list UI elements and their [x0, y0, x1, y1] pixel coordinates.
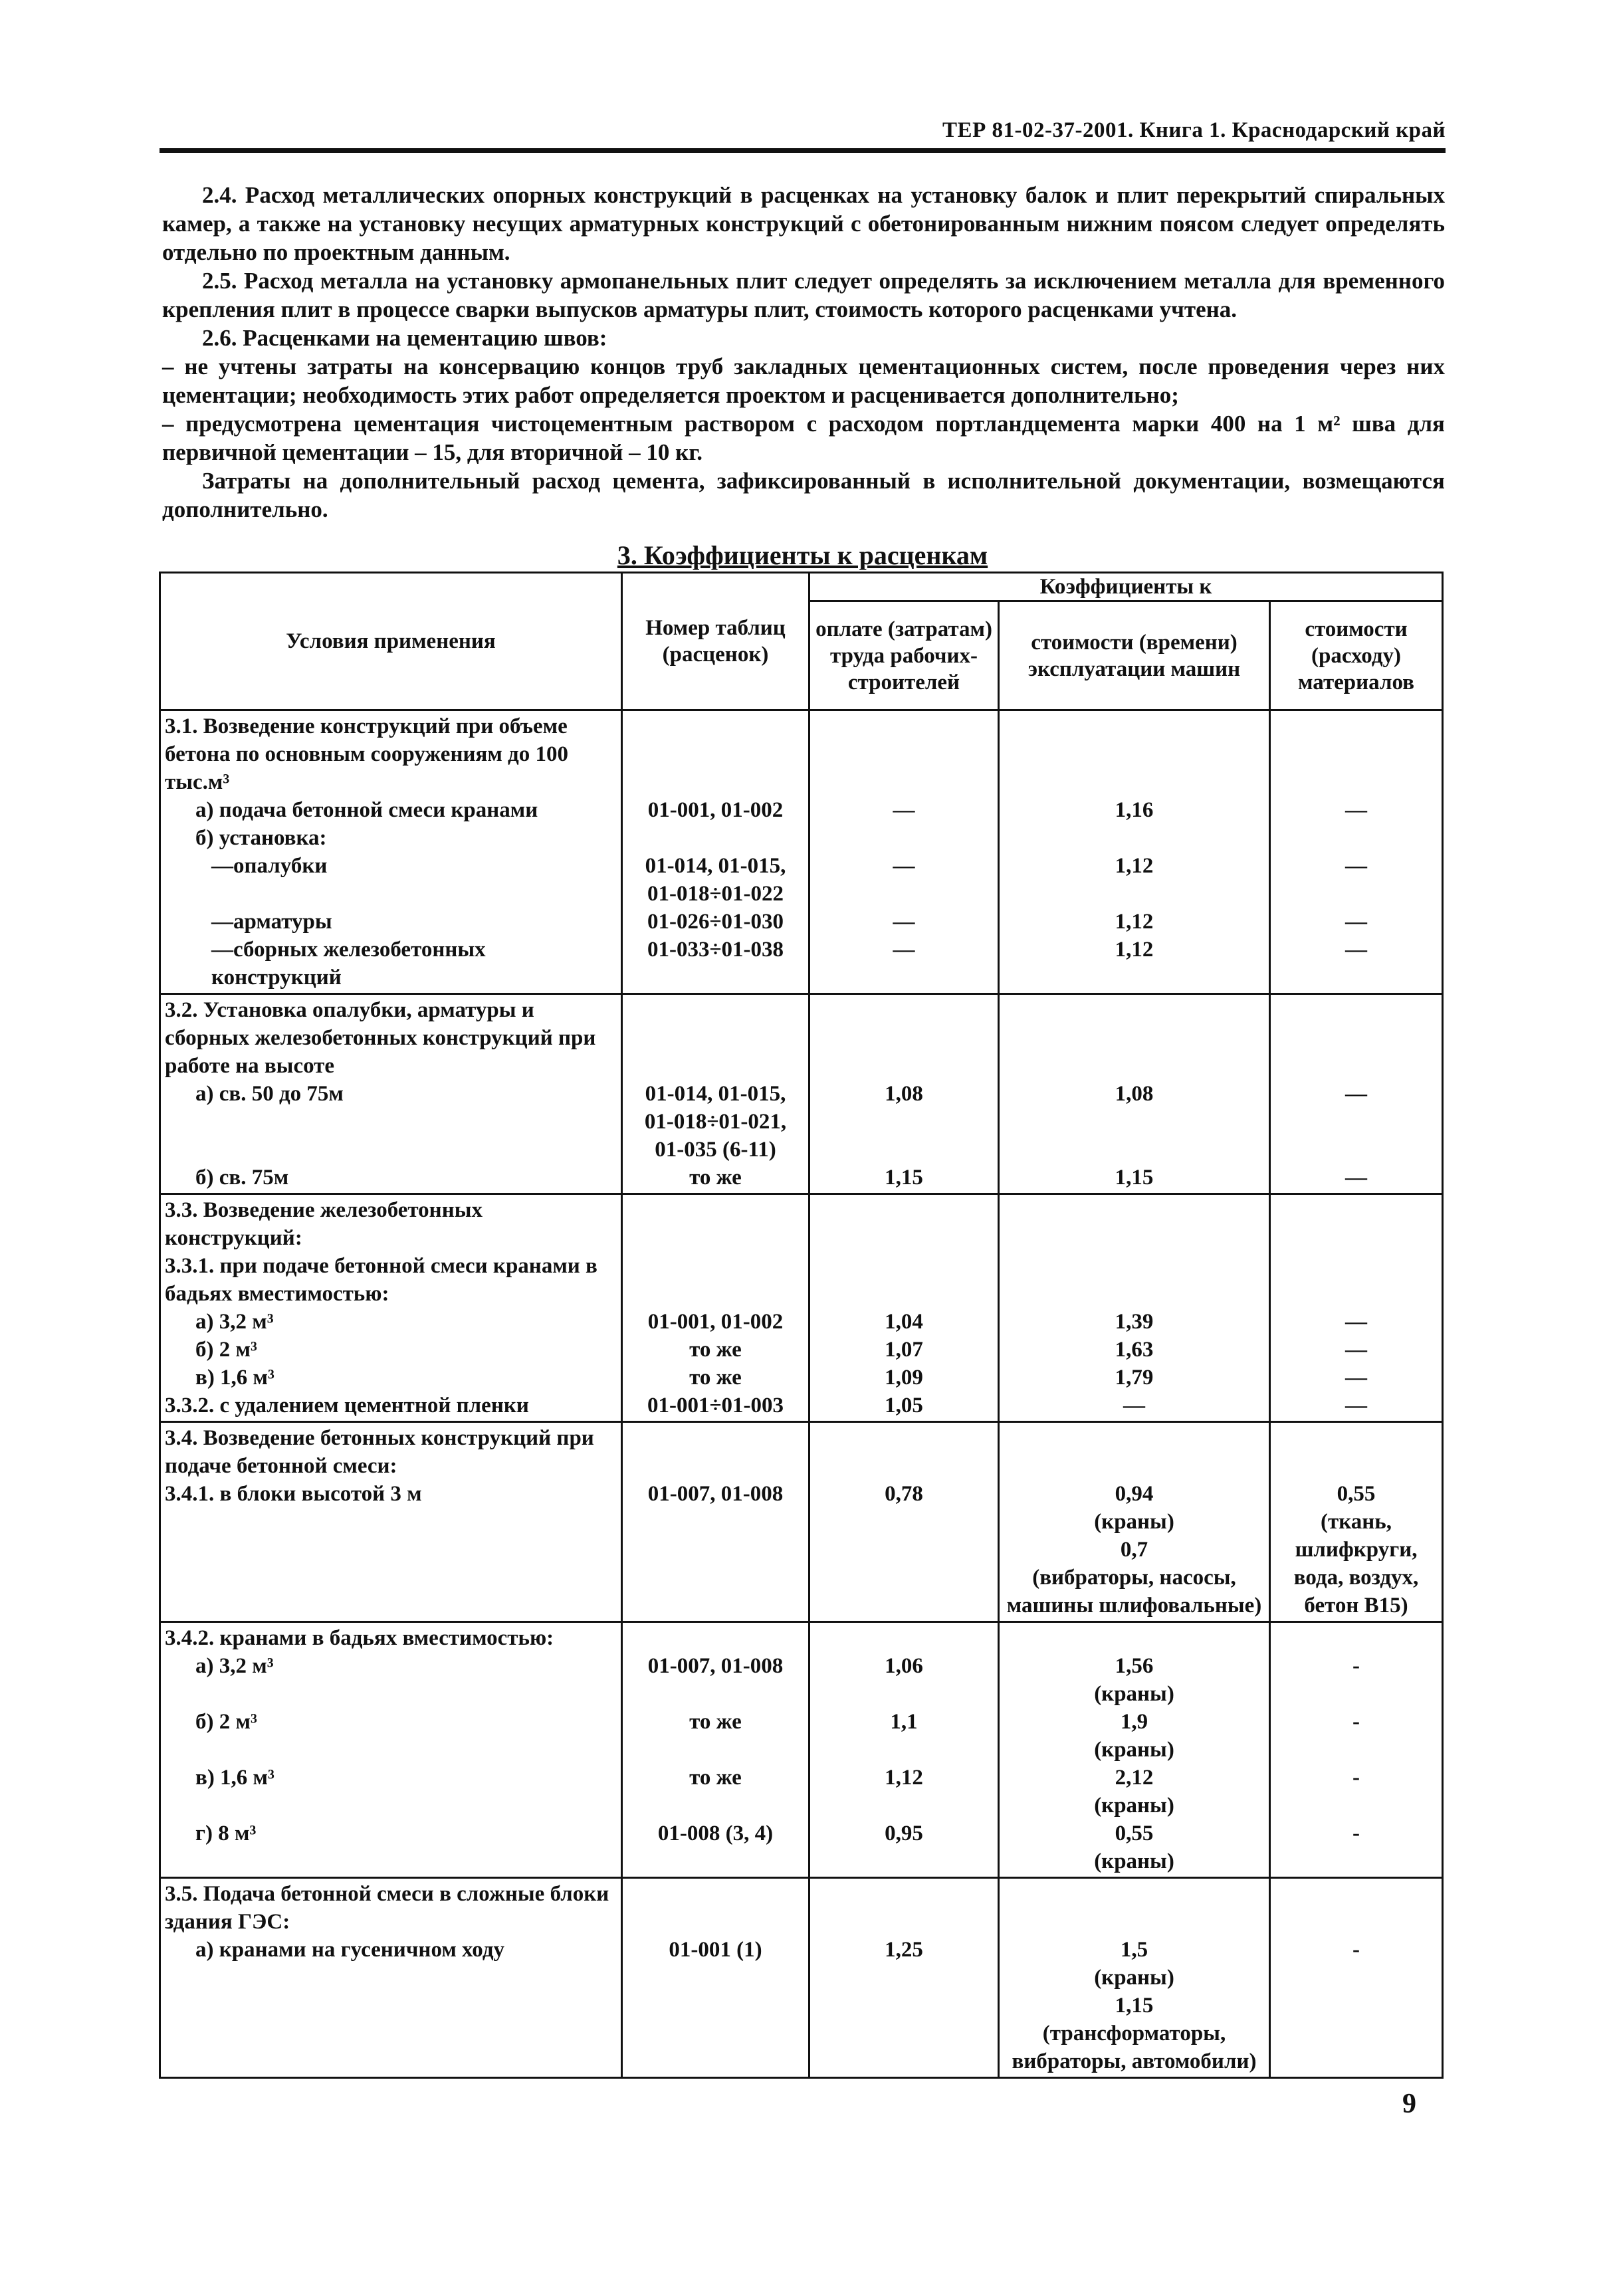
table-no-3-1-b1b: 01-018÷01-022 [647, 882, 784, 906]
table-no-3-4-2-d: 01-008 (3, 4) [657, 1822, 774, 1845]
materials-3-1-b2: — [1345, 910, 1368, 934]
cond-3-3-c: в) 1,6 м³ [195, 1366, 274, 1390]
table-no-3-4-2-a: 01-007, 01-008 [647, 1654, 784, 1678]
cond-3-4-2-d: г) 8 м³ [195, 1822, 257, 1845]
labor-3-3-c: 1,09 [885, 1366, 923, 1390]
materials-3-4-1-value: 0,55 [1337, 1482, 1376, 1506]
cond-3-4-1: 3.4.1. в блоки высотой 3 м [165, 1482, 422, 1506]
tables-3-4-1 [622, 1422, 809, 1622]
section-title [160, 540, 1446, 571]
cond-3-5-a: а) кранами на гусеничном ходу [195, 1938, 505, 1962]
labor-3-2-a: 1,08 [885, 1082, 923, 1106]
table-no-3-2-a1: 01-014, 01-015, [645, 1082, 786, 1106]
labor-3-3-d: 1,05 [885, 1394, 923, 1417]
labor-3-3-a: 1,04 [885, 1310, 923, 1334]
running-header [160, 118, 1446, 153]
cond-3-2-title: 3.2. Установка опалубки, арматуры и сборных железобетонных конструкций при работе на высоте [165, 998, 596, 1078]
labor-3-4-2-a: 1,06 [885, 1654, 923, 1678]
cond-3-1-b2: —арматуры [211, 910, 332, 934]
table-row-3-3 [160, 1194, 1443, 1422]
machines-3-4-2-c-note: (краны) [1094, 1794, 1174, 1818]
materials-3-4-2-d: - [1352, 1822, 1360, 1845]
machines-3-2-b: 1,15 [1115, 1166, 1154, 1190]
machines-3-4-2-d-note: (краны) [1094, 1849, 1174, 1873]
labor-3-1-a: — [893, 798, 915, 822]
table-row-3-4-1 [160, 1422, 1443, 1622]
labor-3-5 [809, 1878, 999, 2078]
machines-3-4-2-a: 1,56 [1115, 1654, 1154, 1678]
cond-3-5 [160, 1878, 622, 2078]
machines-3-1-a: 1,16 [1115, 798, 1154, 822]
labor-3-4-2-c: 1,12 [885, 1766, 923, 1790]
materials-3-3-d: — [1345, 1394, 1368, 1417]
labor-3-1 [809, 710, 999, 994]
labor-3-2 [809, 994, 999, 1194]
table-no-3-4-2-b: то же [689, 1710, 742, 1734]
machines-3-4-1-other-note: (вибраторы, насосы, машины шлифовальные) [1006, 1566, 1262, 1618]
materials-3-5-a: - [1352, 1938, 1360, 1962]
machines-3-1-b1: 1,12 [1115, 854, 1154, 878]
col-header-labor: оплате (затратам) труда рабочих-строителей [809, 601, 999, 710]
materials-3-1-b1: — [1345, 854, 1368, 878]
cond-3-1 [160, 710, 622, 994]
labor-3-4-2 [809, 1622, 999, 1878]
materials-3-4-1-note: (ткань, шлифкруги, вода, воздух, бетон В15) [1293, 1510, 1419, 1618]
labor-3-5-a: 1,25 [885, 1938, 923, 1962]
paragraph-2-5: 2.5. Расход металла на установку армопанельных плит следует определять за исключением металла для временного крепления плит в процессе сварки выпусков арматуры плит, стоимость которого расценками учтена. [162, 268, 1445, 322]
cond-3-1-title: 3.1. Возведение конструкций при объеме бетона по основным сооружениям до 100 тыс.м³ [165, 714, 569, 794]
labor-3-1-b3: — [893, 938, 915, 962]
materials-3-3 [1270, 1194, 1443, 1422]
col-header-conditions: Условия применения [160, 573, 622, 710]
machines-3-3-b: 1,63 [1115, 1338, 1154, 1362]
labor-3-3-b: 1,07 [885, 1338, 923, 1362]
labor-3-4-2-b: 1,1 [890, 1710, 918, 1734]
machines-3-5-other-value: 1,15 [1115, 1994, 1154, 2018]
machines-3-4-2-b: 1,9 [1120, 1710, 1148, 1734]
header-title: ТЕР 81-02-37-2001. Книга 1. Краснодарский край [942, 118, 1446, 142]
machines-3-4-2-a-note: (краны) [1094, 1682, 1174, 1706]
table-no-3-1-b1a: 01-014, 01-015, [645, 854, 786, 878]
materials-3-1 [1270, 710, 1443, 994]
machines-3-4-1 [999, 1422, 1270, 1622]
paragraph-2-4: 2.4. Расход металлических опорных конструкций в расценках на установку балок и плит перекрытий спиральных камер, а также на установку несущих арматурных конструкций с обетонированным нижним поясом следует определять отдельно по проектным данным. [162, 182, 1445, 265]
cond-3-4-2-c: в) 1,6 м³ [195, 1766, 274, 1790]
cond-3-3-1: 3.3.1. при подаче бетонной смеси кранами в бадьях вместимостью: [165, 1254, 597, 1306]
machines-3-4-2-c: 2,12 [1115, 1766, 1154, 1790]
labor-3-4-1-value: 0,78 [885, 1482, 923, 1506]
cond-3-4 [160, 1422, 622, 1622]
table-no-3-3-c: то же [689, 1366, 742, 1390]
section-title-text: 3. Коэффициенты к расценкам [617, 540, 988, 570]
machines-3-4-1-cranes-note: (краны) [1094, 1510, 1174, 1534]
page-number: 9 [1402, 2089, 1416, 2119]
machines-3-4-1-other-value: 0,7 [1120, 1538, 1148, 1562]
machines-3-1 [999, 710, 1270, 994]
table-no-3-1-b3: 01-033÷01-038 [647, 938, 784, 962]
cond-3-1-a: а) подача бетонной смеси кранами [195, 798, 538, 822]
table-no-3-2-a2: 01-018÷01-021, [644, 1110, 787, 1134]
cond-3-4-2-b: б) 2 м³ [195, 1710, 257, 1734]
machines-3-2-a: 1,08 [1115, 1082, 1154, 1106]
table-no-3-4-2-c: то же [689, 1766, 742, 1790]
table-no-3-2-b: то же [689, 1166, 742, 1190]
col-header-coef-group: Коэффициенты к [809, 573, 1443, 601]
bullet-1: – не учтены затраты на консервацию концов труб закладных цементационных систем, после проведения через них цементации; необходимость этих работ определяется проектом и расценивается дополнительно; [162, 354, 1445, 408]
cond-3-4-2-title: 3.4.2. кранами в бадьях вместимостью: [165, 1626, 554, 1650]
machines-3-5 [999, 1878, 1270, 2078]
labor-3-1-b1: — [893, 854, 915, 878]
machines-3-5-other-note: (трансформаторы, вибраторы, автомобили) [1012, 2022, 1257, 2073]
coefficients-table [159, 572, 1444, 2079]
col-header-machines: стоимости (времени) эксплуатации машин [999, 601, 1270, 710]
col-header-materials: стоимости (расходу) материалов [1270, 601, 1443, 710]
table-no-3-3-a: 01-001, 01-002 [647, 1310, 784, 1334]
table-row-3-1 [160, 710, 1443, 994]
materials-3-2-a: — [1345, 1082, 1368, 1106]
materials-3-1-b3: — [1345, 938, 1368, 962]
tables-3-3 [622, 1194, 809, 1422]
table-row-3-2 [160, 994, 1443, 1194]
cond-3-2-a: а) св. 50 до 75м [195, 1082, 344, 1106]
machines-3-1-b2: 1,12 [1115, 910, 1154, 934]
machines-3-4-2-b-note: (краны) [1094, 1738, 1174, 1762]
machines-3-3-d: — [1123, 1394, 1145, 1417]
machines-3-2 [999, 994, 1270, 1194]
materials-3-4-1 [1270, 1422, 1443, 1622]
machines-3-3-a: 1,39 [1115, 1310, 1154, 1334]
materials-3-3-c: — [1345, 1366, 1368, 1390]
labor-3-4-2-d: 0,95 [885, 1822, 923, 1845]
cond-3-2-b: б) св. 75м [195, 1166, 289, 1190]
cond-3-4-2-a: а) 3,2 м³ [195, 1654, 274, 1678]
table-no-3-1-a: 01-001, 01-002 [647, 798, 784, 822]
cond-3-1-b1: —опалубки [211, 854, 328, 878]
machines-3-4-2 [999, 1622, 1270, 1878]
machines-3-1-b3: 1,12 [1115, 938, 1154, 962]
materials-3-4-2-a: - [1352, 1654, 1360, 1678]
header-row-1 [160, 573, 1443, 601]
materials-3-1-a: — [1345, 798, 1368, 822]
cond-3-3-a: а) 3,2 м³ [195, 1310, 274, 1334]
cond-3-3-b: б) 2 м³ [195, 1338, 257, 1362]
materials-3-2 [1270, 994, 1443, 1194]
cond-3-4-2 [160, 1622, 622, 1878]
labor-3-4-1 [809, 1422, 999, 1622]
materials-3-5 [1270, 1878, 1443, 2078]
tables-3-5 [622, 1878, 809, 2078]
table-no-3-1-b2: 01-026÷01-030 [647, 910, 784, 934]
tables-3-1 [622, 710, 809, 994]
machines-3-5-cranes-value: 1,5 [1120, 1938, 1148, 1962]
cond-3-4-title: 3.4. Возведение бетонных конструкций при подаче бетонной смеси: [165, 1426, 594, 1478]
materials-3-3-a: — [1345, 1310, 1368, 1334]
materials-3-4-2 [1270, 1622, 1443, 1878]
table-no-3-3-d: 01-001÷01-003 [647, 1394, 784, 1417]
materials-3-4-2-c: - [1352, 1766, 1360, 1790]
machines-3-5-cranes-note: (краны) [1094, 1966, 1174, 1990]
machines-3-4-1-cranes-value: 0,94 [1115, 1482, 1154, 1506]
cond-3-3-2: 3.3.2. с удалением цементной пленки [165, 1394, 529, 1417]
table-no-3-2-a3: 01-035 (6-11) [655, 1138, 776, 1162]
machines-3-4-2-d: 0,55 [1115, 1822, 1154, 1845]
materials-3-4-2-b: - [1352, 1710, 1360, 1734]
labor-3-3 [809, 1194, 999, 1422]
paragraph-extra-cost: Затраты на дополнительный расход цемента, зафиксированный в исполнительной документации, возмещаются дополнительно. [162, 468, 1445, 522]
cond-3-2 [160, 994, 622, 1194]
table-row-3-5 [160, 1878, 1443, 2078]
intro-text [162, 181, 1445, 524]
cond-3-3 [160, 1194, 622, 1422]
tables-3-4-2 [622, 1622, 809, 1878]
cond-3-5-title: 3.5. Подача бетонной смеси в сложные блоки здания ГЭС: [165, 1882, 609, 1934]
bullet-2: – предусмотрена цементация чистоцементным раствором с расходом портландцемента марки 400 на 1 м² шва для первичной цементации – 15, для вторичной – 10 кг. [162, 411, 1445, 465]
tables-3-2 [622, 994, 809, 1194]
cond-3-1-b: б) установка: [195, 826, 327, 850]
table-no-3-3-b: то же [689, 1338, 742, 1362]
table-no-3-5-a: 01-001 (1) [669, 1938, 762, 1962]
machines-3-3-c: 1,79 [1115, 1366, 1154, 1390]
cond-3-1-b3: —сборных железобетонных конструкций [211, 938, 486, 990]
materials-3-2-b: — [1345, 1166, 1368, 1190]
cond-3-3-title: 3.3. Возведение железобетонных конструкций: [165, 1198, 483, 1250]
table-no-3-4-1: 01-007, 01-008 [647, 1482, 784, 1506]
labor-3-2-b: 1,15 [885, 1166, 923, 1190]
labor-3-1-b2: — [893, 910, 915, 934]
machines-3-3 [999, 1194, 1270, 1422]
paragraph-2-6: 2.6. Расценками на цементацию швов: [202, 325, 607, 351]
materials-3-3-b: — [1345, 1338, 1368, 1362]
col-header-table-no: Номер таблиц (расценок) [622, 573, 809, 710]
table-row-3-4-2 [160, 1622, 1443, 1878]
